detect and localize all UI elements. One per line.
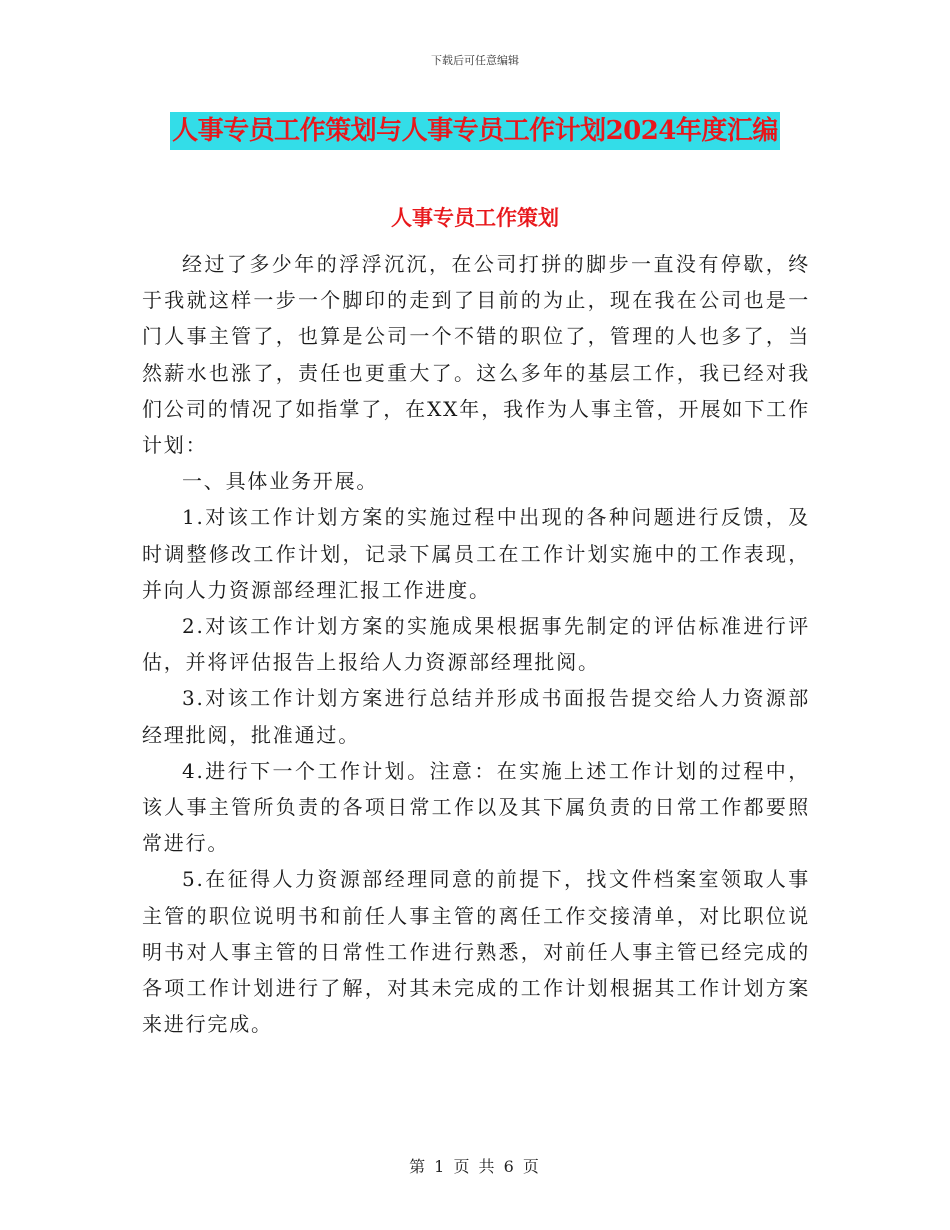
document-title-container	[0, 112, 950, 150]
paragraph-item-4: 4.进行下一个工作计划。注意：在实施上述工作计划的过程中，该人事主管所负责的各项日常工作以及其下属负责的日常工作都要照常进行。	[142, 758, 810, 856]
paragraph-intro: 经过了多少年的浮浮沉沉，在公司打拼的脚步一直没有停歇，终于我就这样一步一个脚印的走到了目前的为止，现在我在公司也是一门人事主管了，也算是公司一个不错的职位了，管理的人也多了，当然薪水也涨了，责任也更重大了。这么多年的基层工作，我已经对我们公司的情况了如指掌了，在XX年，我作为人事主管，开展如下工作计划：	[142, 252, 810, 458]
paragraph-item-5: 5.在征得人力资源部经理同意的前提下，找文件档案室领取人事主管的职位说明书和前任人事主管的离任工作交接清单，对比职位说明书对人事主管的日常性工作进行熟悉，对前任人事主管已经完成的各项工作计划进行了解，对其未完成的工作计划根据其工作计划方案来进行完成。	[142, 867, 810, 1037]
document-title: 人事专员工作策划与人事专员工作计划2024年度汇编	[170, 112, 780, 150]
paragraph-item-2: 2.对该工作计划方案的实施成果根据事先制定的评估标准进行评估，并将评估报告上报给人力资源部经理批阅。	[142, 614, 810, 675]
page-header-note: 下载后可任意编辑	[431, 54, 519, 67]
paragraph-heading-1: 一、具体业务开展。	[182, 469, 379, 494]
paragraph-item-1: 1.对该工作计划方案的实施过程中出现的各种问题进行反馈，及时调整修改工作计划，记录下属员工在工作计划实施中的工作表现，并向人力资源部经理汇报工作进度。	[142, 505, 810, 602]
paragraph-item-3: 3.对该工作计划方案进行总结并形成书面报告提交给人力资源部经理批阅，批准通过。	[142, 686, 810, 747]
page-number-footer: 第 1 页 共 6 页	[409, 1157, 541, 1176]
document-body	[142, 246, 810, 1042]
section-title: 人事专员工作策划	[391, 205, 559, 230]
